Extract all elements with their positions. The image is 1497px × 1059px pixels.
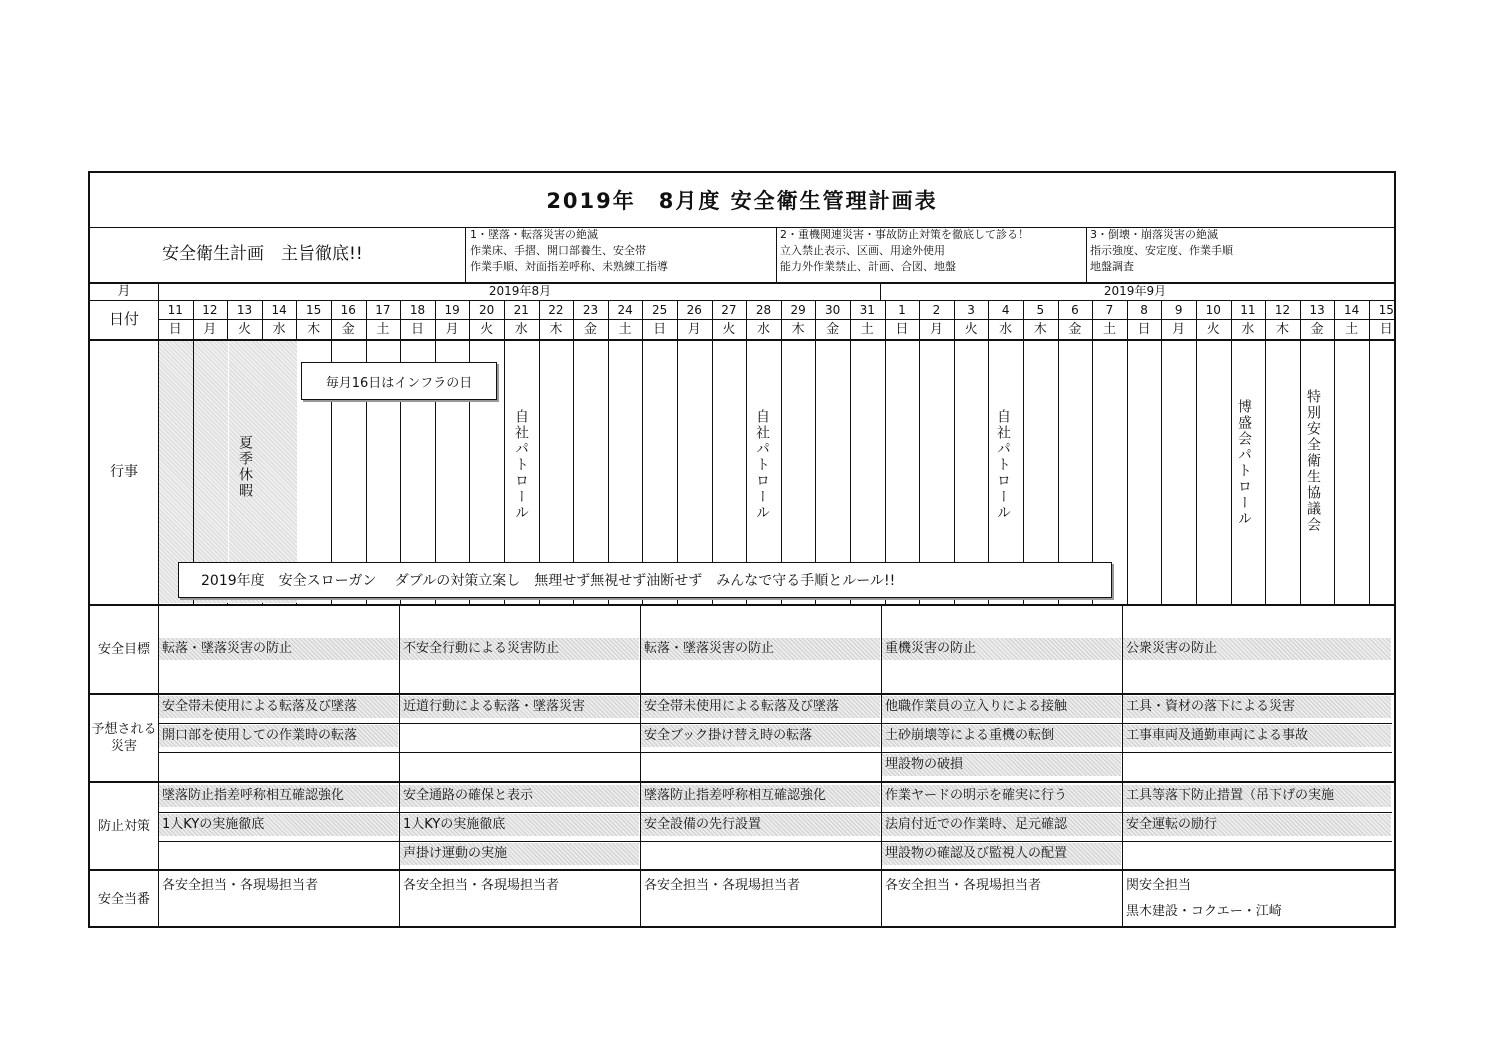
- divider: [90, 781, 1394, 783]
- weekday: 土: [618, 322, 632, 337]
- duty-assignee: [641, 901, 880, 923]
- day-divider: [885, 300, 886, 604]
- day-divider: [539, 300, 540, 604]
- day-number: 7: [1105, 303, 1114, 317]
- safety-plan-sheet: [88, 171, 1396, 928]
- day-divider: [1023, 300, 1024, 604]
- row-label-prevention: 防止対策: [97, 818, 150, 834]
- weekday: 月: [445, 322, 459, 337]
- weekday: 水: [756, 322, 770, 337]
- safety-goal: 不安全行動による災害防止: [400, 638, 639, 660]
- month-september: 2019年9月: [1103, 284, 1167, 298]
- hazard-item: 工事車両及通勤車両による事故: [1123, 725, 1391, 747]
- day-divider: [1231, 300, 1232, 604]
- day-number: 12: [1274, 303, 1291, 317]
- divider: [399, 812, 640, 813]
- day-number: 13: [236, 303, 253, 317]
- weekday: 土: [376, 322, 390, 337]
- day-divider: [988, 300, 989, 604]
- divider: [158, 752, 399, 753]
- day-number: 15: [1378, 303, 1394, 317]
- prevention-item: 埋設物の確認及び監視人の配置: [882, 843, 1121, 865]
- divider: [881, 812, 1122, 813]
- aim-3-line-1: 3・倒壊・崩落災害の絶滅: [1090, 228, 1218, 241]
- day-divider: [469, 300, 470, 604]
- day-divider: [1334, 300, 1335, 604]
- day-number: 5: [1036, 303, 1045, 317]
- hazard-item: [400, 754, 639, 776]
- duty-assignee: [400, 901, 639, 923]
- day-number: 30: [825, 303, 841, 317]
- prevention-item: 工具等落下防止措置（吊下げの実施: [1123, 785, 1391, 807]
- page-title: 2019年 8月度 安全衛生管理計画表: [546, 189, 938, 213]
- day-divider: [919, 300, 920, 604]
- day-number: 3: [967, 303, 975, 317]
- weekday: 月: [687, 322, 701, 337]
- day-number: 18: [409, 303, 426, 317]
- hazard-item: 近道行動による転落・墜落災害: [400, 696, 639, 718]
- day-divider: [746, 300, 747, 604]
- day-number: 6: [1071, 303, 1079, 317]
- day-divider: [642, 300, 643, 604]
- divider: [158, 283, 159, 928]
- aim-3-line-2: 指示強度、安定度、作業手順: [1090, 244, 1233, 257]
- patrol-label-2: 自社パトロール: [754, 409, 770, 521]
- aim-3: [1090, 227, 1233, 275]
- duty-assignee: 各安全担当・各現場担当者: [162, 878, 319, 893]
- divider: [776, 227, 777, 283]
- weekday: 土: [860, 322, 874, 337]
- hazard-item: 安全帯未使用による転落及び墜落: [641, 696, 880, 718]
- day-divider: [1058, 300, 1059, 604]
- day-divider: [677, 300, 678, 604]
- day-divider: [1369, 300, 1370, 604]
- day-divider: [1300, 300, 1301, 604]
- divider: [1086, 227, 1087, 283]
- weekday: 日: [168, 322, 182, 337]
- weekday: 火: [964, 322, 978, 337]
- hazard-item: 土砂崩壊等による重機の転倒: [882, 725, 1121, 747]
- day-number: 2: [932, 303, 941, 317]
- prevention-item: 1人KYの実施徹底: [159, 814, 398, 836]
- row-label-month: 月: [117, 284, 131, 299]
- row-label-hazards: 予想される災害: [91, 722, 157, 754]
- safety-slogan: 2019年度 安全スローガン ダブルの対策立案し 無理せず無視せず油断せず みんなで守る手順とルール!!: [178, 562, 1112, 598]
- patrol-label-1: 自社パトロール: [513, 409, 529, 521]
- prevention-item: 墜落防止指差呼称相互確認強化: [641, 785, 880, 807]
- hazard-item: [1123, 754, 1391, 776]
- divider: [399, 723, 640, 724]
- duty-assignee: [882, 901, 1121, 923]
- weekday: 金: [1068, 322, 1082, 337]
- row-label-safety-goal: 安全目標: [97, 641, 150, 657]
- weekday: 月: [929, 322, 943, 337]
- duty-assignee: 各安全担当・各現場担当者: [885, 878, 1042, 893]
- summer-holiday-label: 夏季休暇: [237, 435, 253, 499]
- day-divider: [366, 300, 367, 604]
- weekday: 火: [480, 322, 494, 337]
- hazard-item: [159, 754, 398, 776]
- day-divider: [608, 300, 609, 604]
- month-august: 2019年8月: [488, 284, 552, 298]
- day-number: 24: [617, 303, 633, 317]
- day-number: 11: [167, 303, 183, 317]
- duty-assignee: 各安全担当・各現場担当者: [644, 878, 801, 893]
- day-divider: [400, 300, 401, 604]
- prevention-item: 安全通路の確保と表示: [400, 785, 639, 807]
- day-number: 13: [1309, 303, 1325, 317]
- hazard-item: 安全ブック掛け替え時の転落: [641, 725, 880, 747]
- weekday: 金: [826, 322, 840, 337]
- day-divider: [954, 300, 955, 604]
- duty-assignee: [159, 901, 398, 923]
- day-divider: [435, 300, 436, 604]
- weekday: 土: [1102, 322, 1116, 337]
- day-number: 27: [721, 303, 737, 317]
- hazard-item: [400, 725, 639, 747]
- divider: [640, 841, 881, 842]
- weekday: 水: [514, 322, 528, 337]
- aim-3-line-3: 地盤調査: [1090, 260, 1134, 273]
- prevention-item: [1123, 843, 1391, 865]
- hazard-item: 安全帯未使用による転落及び墜落: [159, 696, 398, 718]
- duty-assignee: 黒木建設・コクエー・江崎: [1126, 904, 1282, 919]
- divider: [90, 693, 1394, 695]
- hazard-item: 他職作業員の立入りによる接触: [882, 696, 1121, 718]
- day-divider: [1127, 300, 1128, 604]
- prevention-item: [641, 843, 880, 865]
- weekday: 木: [1033, 322, 1047, 337]
- day-number: 12: [202, 303, 218, 317]
- day-number: 9: [1174, 303, 1183, 317]
- divider: [881, 752, 1122, 753]
- divider: [881, 841, 1122, 842]
- divider: [640, 752, 881, 753]
- weekday: 火: [1206, 322, 1220, 337]
- day-divider: [1161, 300, 1162, 604]
- divider: [880, 283, 881, 300]
- weekday: 土: [1345, 322, 1359, 337]
- divider: [90, 604, 1394, 606]
- divider: [399, 841, 640, 842]
- day-divider: [815, 300, 816, 604]
- association-patrol-label: 博盛会パトロール: [1236, 399, 1252, 527]
- day-number: 1: [898, 303, 906, 317]
- prevention-item: [159, 843, 398, 865]
- aim-2-line-2: 立入禁止表示、区画、用途外使用: [780, 244, 945, 257]
- hazard-item: 工具・資材の落下による災害: [1123, 696, 1391, 718]
- weekday: 金: [1310, 322, 1324, 337]
- motto-text: 安全衛生計画 主旨徹底!!: [162, 244, 363, 264]
- prevention-item: 法肩付近での作業時、足元確認: [882, 814, 1121, 836]
- weekday: 月: [1172, 322, 1186, 337]
- divider: [158, 319, 1394, 320]
- weekday: 火: [722, 322, 736, 337]
- duty-assignee: 各安全担当・各現場担当者: [403, 878, 560, 893]
- aim-2-line-1: 2・重機関連災害・事故防止対策を徹底して診る！: [780, 228, 1029, 241]
- day-divider: [712, 300, 713, 604]
- day-number: 8: [1140, 303, 1148, 317]
- day-number: 26: [686, 303, 702, 317]
- day-divider: [850, 300, 851, 604]
- day-divider: [1196, 300, 1197, 604]
- weekday: 火: [237, 322, 251, 337]
- day-number: 4: [1001, 303, 1010, 317]
- day-number: 20: [479, 303, 495, 317]
- day-number: 29: [790, 303, 806, 317]
- weekday: 木: [1275, 322, 1289, 337]
- day-number: 21: [513, 303, 529, 317]
- prevention-item: 声掛け運動の実施: [400, 843, 639, 865]
- infra-day-note: 毎月16日はインフラの日: [301, 362, 497, 400]
- day-divider: [1092, 300, 1093, 604]
- divider: [1122, 841, 1392, 842]
- day-number: 11: [1240, 303, 1256, 317]
- day-number: 22: [548, 303, 564, 317]
- aim-2-line-3: 能力外作業禁止、計画、合図、地盤: [780, 260, 956, 273]
- row-label-date: 日付: [108, 310, 139, 328]
- safety-goal: 転落・墜落災害の防止: [159, 638, 398, 660]
- hazard-item: 開口部を使用しての作業時の転落: [159, 725, 398, 747]
- day-number: 25: [652, 303, 668, 317]
- divider: [1122, 812, 1392, 813]
- weekday: 水: [1241, 322, 1255, 337]
- patrol-label-3: 自社パトロール: [995, 409, 1011, 521]
- weekday: 木: [307, 322, 321, 337]
- prevention-item: 1人KYの実施徹底: [400, 814, 639, 836]
- hazard-item: [641, 754, 880, 776]
- divider: [881, 723, 1122, 724]
- day-divider: [331, 300, 332, 604]
- day-divider: [573, 300, 574, 604]
- divider: [640, 812, 881, 813]
- weekday: 日: [653, 322, 667, 337]
- aim-1-line-3: 作業手順、対面指差呼称、未熟練工指導: [470, 260, 668, 273]
- day-number: 16: [340, 303, 356, 317]
- duty-assignee: 関安全担当: [1126, 878, 1192, 893]
- divider: [1122, 723, 1392, 724]
- weekday: 水: [272, 322, 286, 337]
- safety-goal: 公衆災害の防止: [1123, 638, 1391, 660]
- aim-1: [470, 227, 668, 275]
- day-divider: [781, 300, 782, 604]
- row-label-events: 行事: [110, 464, 138, 480]
- prevention-item: 墜落防止指差呼称相互確認強化: [159, 785, 398, 807]
- day-number: 23: [582, 303, 599, 317]
- prevention-item: 安全運転の励行: [1123, 814, 1391, 836]
- day-divider: [504, 300, 505, 604]
- weekday: 日: [895, 322, 909, 337]
- aim-2: [780, 227, 1029, 275]
- divider: [158, 723, 399, 724]
- divider: [399, 752, 640, 753]
- safety-goal: 転落・墜落災害の防止: [641, 638, 880, 660]
- day-number: 14: [271, 303, 287, 317]
- divider: [640, 723, 881, 724]
- prevention-item: 作業ヤードの明示を確実に行う: [882, 785, 1121, 807]
- safety-goal: 重機災害の防止: [882, 638, 1121, 660]
- hazard-item: 埋設物の破損: [882, 754, 1121, 776]
- day-number: 15: [306, 303, 322, 317]
- divider: [158, 841, 399, 842]
- safety-council-label: 特別安全衛生協議会: [1305, 389, 1321, 533]
- weekday: 木: [549, 322, 563, 337]
- aim-1-line-2: 作業床、手摺、開口部養生、安全帯: [470, 244, 646, 257]
- day-number: 31: [859, 303, 875, 317]
- weekday: 日: [1379, 322, 1393, 337]
- day-number: 17: [375, 303, 391, 317]
- aim-1-line-1: 1・墜落・転落災害の絶滅: [470, 228, 598, 241]
- divider: [158, 812, 399, 813]
- prevention-item: 安全設備の先行設置: [641, 814, 880, 836]
- day-number: 28: [755, 303, 772, 317]
- day-number: 14: [1344, 303, 1360, 317]
- day-divider: [1265, 300, 1266, 604]
- weekday: 木: [791, 322, 805, 337]
- divider: [465, 227, 466, 283]
- row-label-duty: 安全当番: [97, 891, 150, 907]
- weekday: 金: [341, 322, 355, 337]
- divider: [90, 869, 1394, 871]
- weekday: 金: [583, 322, 597, 337]
- day-number: 19: [444, 303, 460, 317]
- weekday: 月: [203, 322, 217, 337]
- divider: [1122, 752, 1392, 753]
- weekday: 日: [1137, 322, 1151, 337]
- weekday: 水: [999, 322, 1013, 337]
- weekday: 日: [410, 322, 424, 337]
- day-number: 10: [1205, 303, 1221, 317]
